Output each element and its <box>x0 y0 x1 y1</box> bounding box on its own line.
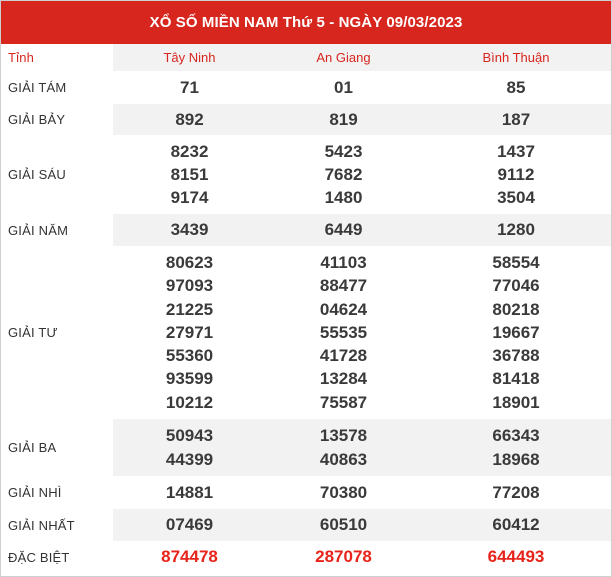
prize-result-cell <box>421 71 611 104</box>
result-number: 66343 <box>492 426 540 446</box>
result-number: 70380 <box>319 482 368 502</box>
result-number: 80218 <box>492 299 540 319</box>
result-number: 13578 <box>319 426 368 446</box>
results-table <box>1 44 611 573</box>
result-number: 13284 <box>319 369 368 389</box>
prize-result-cell <box>266 509 421 541</box>
result-number: 7682 <box>324 164 363 184</box>
prize-label: GIẢI TƯ <box>8 325 58 340</box>
prize-row <box>1 419 611 476</box>
prize-label: GIẢI BẢY <box>1 104 113 135</box>
result-number: 01 <box>334 77 353 97</box>
result-number: 77046 <box>492 276 540 296</box>
result-number: 3439 <box>170 220 209 240</box>
prize-row <box>1 476 611 509</box>
result-number: 18968 <box>492 449 540 469</box>
result-number: 60412 <box>492 515 540 535</box>
prize-result-cell <box>266 476 421 509</box>
special-prize-number: 874478 <box>161 547 218 567</box>
result-number: 41103 <box>320 252 367 272</box>
result-number: 93599 <box>165 369 214 389</box>
prize-result-cell <box>113 104 266 135</box>
province-column-label: Tỉnh <box>8 50 35 65</box>
result-number: 9174 <box>170 188 209 208</box>
prize-result-cell <box>421 541 611 573</box>
result-number: 97093 <box>165 276 214 296</box>
result-number: 80623 <box>165 252 214 272</box>
province-name[interactable]: Bình Thuận <box>421 44 611 71</box>
result-number: 75587 <box>319 392 368 412</box>
result-number: 892 <box>175 109 204 129</box>
prize-result-cell <box>113 71 266 104</box>
result-number: 60510 <box>319 515 368 535</box>
result-number: 19667 <box>492 322 540 342</box>
result-number: 5423 <box>324 141 363 161</box>
prize-result-cell <box>421 476 611 509</box>
result-number: 18901 <box>492 392 540 412</box>
prize-result-cell <box>113 476 266 509</box>
result-number: 1280 <box>497 220 535 240</box>
prize-result-cell <box>266 104 421 135</box>
result-number: 04624 <box>319 299 368 319</box>
prize-result-cell <box>421 135 611 214</box>
prize-label: GIẢI TÁM <box>8 80 67 95</box>
result-number: 50943 <box>165 426 214 446</box>
result-number: 58554 <box>492 252 540 272</box>
prize-result-cell <box>421 246 611 419</box>
prize-result-cell <box>266 419 421 476</box>
prize-result-cell <box>266 71 421 104</box>
result-number: 85 <box>506 77 526 97</box>
result-number: 36788 <box>492 346 540 366</box>
prize-result-cell <box>421 419 611 476</box>
page-title: XỔ SỐ MIỀN NAM Thứ 5 - NGÀY 09/03/2023 <box>1 1 611 44</box>
result-number: 1480 <box>324 188 363 208</box>
prize-result-cell <box>113 419 266 476</box>
prize-result-cell <box>266 246 421 419</box>
result-number: 77208 <box>492 482 540 502</box>
result-number: 41728 <box>319 346 368 366</box>
result-number: 81418 <box>492 369 540 389</box>
result-number: 27971 <box>165 322 214 342</box>
prize-result-cell <box>421 104 611 135</box>
result-number: 88477 <box>319 276 368 296</box>
result-number: 9112 <box>497 164 535 184</box>
prize-result-cell <box>266 541 421 573</box>
prize-result-cell <box>266 135 421 214</box>
prize-label: ĐẶC BIỆT <box>8 549 70 565</box>
prize-row <box>1 214 611 246</box>
prize-result-cell <box>113 246 266 419</box>
result-number: 21225 <box>165 299 214 319</box>
prize-row <box>1 135 611 214</box>
prize-label: GIẢI NHẤT <box>1 509 113 541</box>
prize-result-cell <box>113 135 266 214</box>
result-number: 187 <box>501 109 531 129</box>
prize-result-cell <box>266 214 421 246</box>
prize-result-cell <box>421 509 611 541</box>
prize-row <box>1 541 611 573</box>
prize-row <box>1 509 611 541</box>
prize-result-cell <box>421 214 611 246</box>
result-number: 819 <box>329 109 358 129</box>
result-number: 8151 <box>170 164 209 184</box>
special-prize-number: 287078 <box>315 547 372 567</box>
result-number: 07469 <box>165 515 214 535</box>
result-number: 55535 <box>319 322 368 342</box>
prize-result-cell <box>113 509 266 541</box>
result-number: 3504 <box>497 188 535 208</box>
result-number: 44399 <box>165 449 214 469</box>
special-prize-number: 644493 <box>487 547 545 567</box>
prize-row <box>1 104 611 135</box>
result-number: 1437 <box>497 141 535 161</box>
province-name[interactable]: Tây Ninh <box>113 44 266 71</box>
prize-label: GIẢI SÁU <box>8 167 66 182</box>
result-number: 40863 <box>319 449 368 469</box>
table-header-row <box>1 44 611 71</box>
prize-row <box>1 246 611 419</box>
result-number: 6449 <box>324 220 363 240</box>
prize-row <box>1 71 611 104</box>
result-number: 71 <box>180 77 199 97</box>
result-number: 8232 <box>170 141 209 161</box>
result-number: 55360 <box>165 346 214 366</box>
prize-label: GIẢI NĂM <box>1 214 113 246</box>
result-number: 14881 <box>165 482 214 502</box>
prize-result-cell <box>113 214 266 246</box>
province-name[interactable]: An Giang <box>266 44 421 71</box>
prize-label: GIẢI BA <box>1 419 113 476</box>
prize-label: GIẢI NHÌ <box>8 485 62 500</box>
result-number: 10212 <box>165 392 214 412</box>
prize-result-cell <box>113 541 266 573</box>
